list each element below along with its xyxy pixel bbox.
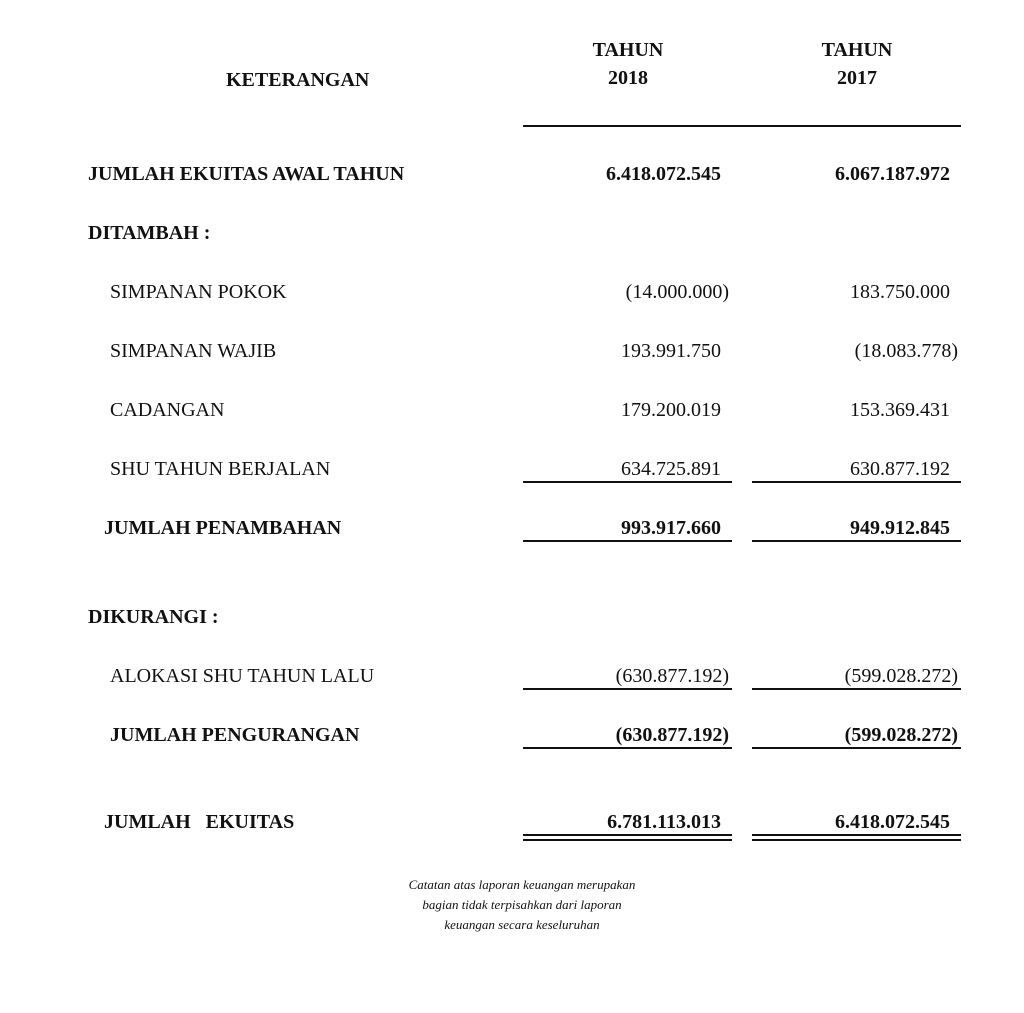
- row-value-2018-jumlah-penambahan: 993.917.660: [621, 517, 721, 539]
- row-value-2018-simpanan-pokok: (14.000.000): [625, 281, 729, 303]
- row-value-2018-simpanan-wajib: 193.991.750: [621, 340, 721, 362]
- header-col-2018-line1: TAHUN: [592, 39, 664, 61]
- footnote-line-2: bagian tidak terpisahkan dari laporan: [422, 897, 622, 912]
- header-rule: [523, 125, 961, 127]
- footnote-line-3: keuangan secara keseluruhan: [444, 917, 600, 932]
- row-value-2017-ekuitas-awal: 6.067.187.972: [835, 163, 950, 185]
- row-label-simpanan-wajib: SIMPANAN WAJIB: [110, 340, 277, 362]
- row-value-2017-jumlah-ekuitas: 6.418.072.545: [835, 811, 950, 833]
- header-col-2018: [528, 36, 728, 92]
- row-label-alokasi-shu: ALOKASI SHU TAHUN LALU: [110, 665, 375, 687]
- rule-2018-shu: [523, 481, 732, 483]
- rule-2017-shu: [752, 481, 961, 483]
- row-value-2017-jumlah-penambahan: 949.912.845: [850, 517, 950, 539]
- row-value-2018-cadangan: 179.200.019: [621, 399, 721, 421]
- header-keterangan: KETERANGAN: [226, 69, 370, 91]
- row-value-2017-simpanan-pokok: 183.750.000: [850, 281, 950, 303]
- footnote-line-1: Catatan atas laporan keuangan merupakan: [408, 877, 636, 892]
- row-label-jumlah-pengurangan: JUMLAH PENGURANGAN: [110, 724, 360, 746]
- row-label-jumlah-ekuitas: JUMLAH EKUITAS: [104, 811, 295, 833]
- rule-2018-alokasi: [523, 688, 732, 690]
- row-label-cadangan: CADANGAN: [110, 399, 225, 421]
- row-value-2018-jumlah-ekuitas: 6.781.113.013: [607, 811, 721, 833]
- row-value-2018-alokasi-shu: (630.877.192): [615, 665, 729, 687]
- header-col-2017-line2: 2017: [837, 67, 877, 89]
- row-value-2017-simpanan-wajib: (18.083.778): [854, 340, 958, 362]
- row-label-simpanan-pokok: SIMPANAN POKOK: [110, 281, 287, 303]
- double-rule-2018-ekuitas: [523, 834, 732, 841]
- rule-2017-pengurangan: [752, 747, 961, 749]
- rule-2018-pengurangan: [523, 747, 732, 749]
- header-col-2017: [757, 36, 957, 92]
- row-label-ekuitas-awal: JUMLAH EKUITAS AWAL TAHUN: [88, 163, 405, 185]
- row-label-jumlah-penambahan: JUMLAH PENAMBAHAN: [104, 517, 342, 539]
- section-label-dikurangi: DIKURANGI :: [88, 606, 219, 628]
- row-value-2017-cadangan: 153.369.431: [850, 399, 950, 421]
- rule-2017-alokasi: [752, 688, 961, 690]
- section-label-ditambah: DITAMBAH :: [88, 222, 211, 244]
- row-value-2017-alokasi-shu: (599.028.272): [844, 665, 958, 687]
- footnote: [0, 875, 1024, 935]
- row-value-2018-ekuitas-awal: 6.418.072.545: [606, 163, 721, 185]
- header-col-2017-line1: TAHUN: [821, 39, 893, 61]
- header-col-2018-line2: 2018: [608, 67, 648, 89]
- row-value-2018-shu-tahun-berjalan: 634.725.891: [621, 458, 721, 480]
- row-value-2017-jumlah-pengurangan: (599.028.272): [844, 724, 958, 746]
- row-value-2018-jumlah-pengurangan: (630.877.192): [615, 724, 729, 746]
- double-rule-2017-ekuitas: [752, 834, 961, 841]
- rule-2017-penambahan: [752, 540, 961, 542]
- row-label-shu-tahun-berjalan: SHU TAHUN BERJALAN: [110, 458, 331, 480]
- rule-2018-penambahan: [523, 540, 732, 542]
- row-value-2017-shu-tahun-berjalan: 630.877.192: [850, 458, 950, 480]
